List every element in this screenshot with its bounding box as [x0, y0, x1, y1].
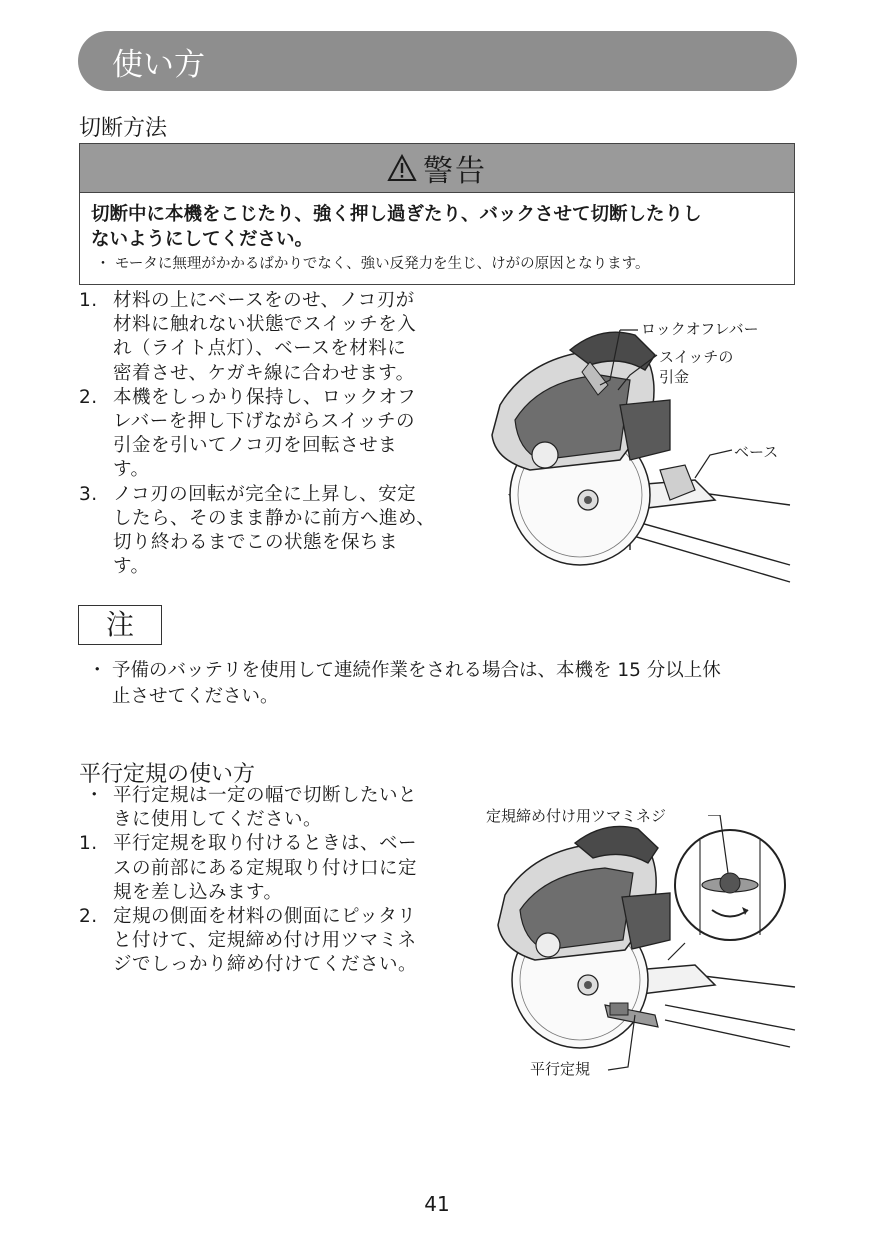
list-item-line: れ（ライト点灯）、ベースを材料に — [113, 338, 407, 360]
warning-main-line: 切断中に本機をこじたり、強く押し過ぎたり、バックさせて切断したりし — [91, 204, 702, 225]
warning-box — [79, 143, 795, 285]
note-label-box: 注 — [78, 605, 162, 645]
header-bar — [78, 31, 797, 91]
list-item-line: す。 — [113, 556, 150, 578]
list-item-line: 材料の上にベースをのせ、ノコ刃が — [113, 290, 415, 311]
callout-switch-trigger — [659, 347, 733, 387]
warning-triangle-icon — [387, 154, 417, 182]
list-item — [79, 289, 469, 386]
cutting-steps-list — [79, 289, 469, 579]
saw-illustration-parallel-guide — [480, 815, 800, 1085]
note-bullet: ・ — [88, 660, 107, 681]
warning-header — [80, 144, 794, 193]
list-item-line: ノコ刃の回転が完全に上昇し、安定 — [113, 483, 417, 505]
note-line: 予備のバッテリを使用して連続作業をされる場合は、本機を 15 分以上休 — [112, 660, 721, 681]
list-item — [79, 386, 469, 483]
list-item-line: スの前部にある定規取り付け口に定 — [113, 857, 418, 879]
section-title-parallel-guide: 平行定規の使い方 — [79, 762, 256, 787]
list-item — [79, 483, 469, 580]
list-item — [79, 832, 479, 905]
callout-switch-line: スイッチの — [659, 348, 734, 366]
list-item-number: 2. — [79, 906, 98, 928]
warning-sub-body: モータに無理がかかるばかりでなく、強い反発力を生じ、けがの原因となります。 — [115, 256, 650, 272]
callout-switch-line: 引金 — [659, 368, 690, 386]
list-item-line: 規を差し込みます。 — [113, 881, 283, 903]
list-item-line: 平行定規は一定の幅で切断したいと — [113, 785, 418, 806]
note-text — [88, 658, 803, 710]
list-item-number: 1. — [79, 290, 98, 311]
list-item-line: 平行定規を取り付けるときは、ベー — [113, 833, 418, 855]
list-item-line: と付けて、定規締め付け用ツマミネ — [113, 930, 417, 952]
warning-sub-text — [91, 254, 791, 274]
list-item-number: 3. — [79, 483, 98, 505]
warning-title: 警告 — [423, 154, 487, 189]
warning-sub-bullet: ・ — [95, 256, 111, 272]
callout-base: ベース — [734, 443, 779, 461]
note-line: 止させてください。 — [112, 686, 279, 707]
callout-lockoff-lever: ロックオフレバー — [641, 320, 759, 338]
list-item-line: レバーを押し下げながらスイッチの — [113, 411, 415, 433]
list-item-number: 2. — [79, 386, 98, 408]
list-item-line: きに使用してください。 — [113, 809, 323, 831]
list-item-line: 材料に触れない状態でスイッチを入 — [113, 314, 417, 336]
callout-parallel-guide: 平行定規 — [530, 1060, 591, 1078]
list-item-line: 引金を引いてノコ刃を回転させま — [113, 435, 398, 457]
list-item-line: ジでしっかり締め付けてください。 — [113, 954, 418, 976]
section-title-cutting: 切断方法 — [79, 116, 168, 141]
list-item-line: 定規の側面を材料の側面にピッタリ — [113, 906, 417, 928]
list-item-line: 本機をしっかり保持し、ロックオフ — [113, 386, 417, 408]
list-item-number: 1. — [79, 833, 98, 855]
page-number: 41 — [424, 1192, 450, 1216]
list-item — [79, 905, 479, 978]
warning-main-text — [91, 202, 781, 252]
list-item-line: 切り終わるまでこの状態を保ちま — [113, 532, 399, 554]
parallel-guide-steps-list — [79, 784, 479, 978]
warning-main-line: ないようにしてください。 — [91, 229, 314, 250]
page-title: 使い方 — [112, 47, 205, 83]
callout-guide-knob: 定規締め付け用ツマミネジ — [486, 807, 667, 825]
list-item-line: したら、そのまま静かに前方へ進め、 — [113, 507, 436, 529]
list-item-line: す。 — [113, 459, 150, 481]
list-item-line: 密着させ、ケガキ線に合わせます。 — [113, 362, 415, 384]
list-item-bullet: ・ — [85, 785, 105, 806]
list-item — [79, 784, 479, 832]
